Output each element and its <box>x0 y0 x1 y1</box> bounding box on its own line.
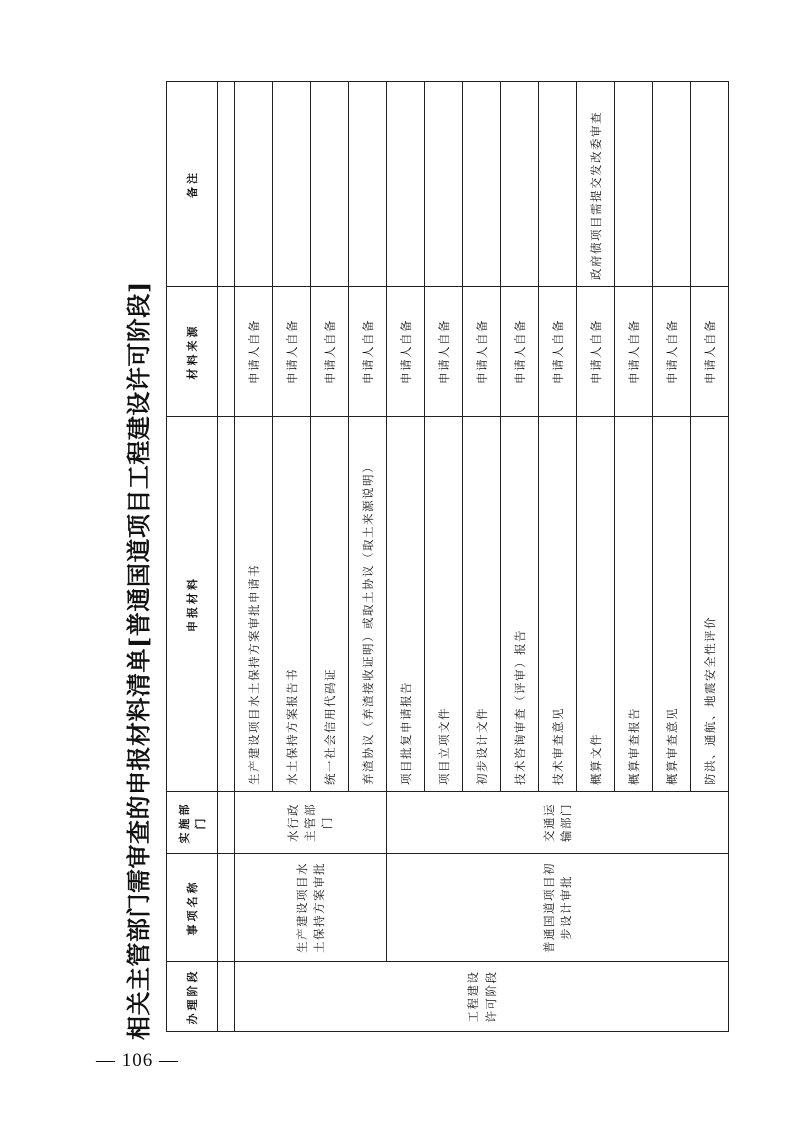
note-cell <box>387 82 425 287</box>
table-row <box>235 82 273 1032</box>
header-note: 备注 <box>167 82 218 287</box>
blank-cell <box>218 854 235 962</box>
stage-cell-top <box>218 962 235 1032</box>
dept-cell: 交通运输部门 <box>387 792 729 854</box>
note-cell <box>501 82 539 287</box>
source-cell: 申请人自备 <box>691 287 729 417</box>
note-cell <box>691 82 729 287</box>
blank-cell <box>218 792 235 854</box>
note-cell <box>235 82 273 287</box>
page-number: — 106 — <box>96 1050 179 1071</box>
table-row <box>218 82 235 1032</box>
material-cell: 概算审查意见 <box>653 417 691 792</box>
note-cell <box>273 82 311 287</box>
source-cell: 申请人自备 <box>273 287 311 417</box>
page-title: 相关主管部门需审查的申报材料清单[普通国道项目工程建设许可阶段] <box>124 281 153 1040</box>
header-dept: 实施部门 <box>167 792 218 854</box>
header-source: 材料来源 <box>167 287 218 417</box>
source-cell: 申请人自备 <box>387 287 425 417</box>
source-cell: 申请人自备 <box>615 287 653 417</box>
material-cell: 防洪、通航、地震安全性评价 <box>691 417 729 792</box>
materials-table-wrapper <box>166 82 717 1032</box>
note-cell <box>539 82 577 287</box>
header-material: 申报材料 <box>167 417 218 792</box>
item-name-cell: 生产建设项目水土保持方案审批 <box>235 854 387 962</box>
source-cell: 申请人自备 <box>235 287 273 417</box>
source-cell: 申请人自备 <box>349 287 387 417</box>
item-name-cell: 普通国道项目初步设计审批 <box>387 854 729 962</box>
materials-table <box>166 81 729 1032</box>
table-row <box>387 82 425 1032</box>
material-cell: 统一社会信用代码证 <box>311 417 349 792</box>
material-cell: 项目立项文件 <box>425 417 463 792</box>
material-cell: 概算审查报告 <box>615 417 653 792</box>
note-cell <box>653 82 691 287</box>
source-cell: 申请人自备 <box>577 287 615 417</box>
material-cell: 概算文件 <box>577 417 615 792</box>
material-cell: 初步设计文件 <box>463 417 501 792</box>
note-cell <box>463 82 501 287</box>
stage-cell: 工程建设许可阶段 <box>235 962 729 1032</box>
material-cell: 技术审查意见 <box>539 417 577 792</box>
note-cell <box>311 82 349 287</box>
source-cell: 申请人自备 <box>501 287 539 417</box>
note-cell <box>425 82 463 287</box>
source-cell: 申请人自备 <box>539 287 577 417</box>
dept-cell: 水行政主管部门 <box>235 792 387 854</box>
material-cell: 弃渣协议（弃渣接收证明）或取土协议（取土来源说明） <box>349 417 387 792</box>
material-cell: 生产建设项目水土保持方案审批申请书 <box>235 417 273 792</box>
source-cell: 申请人自备 <box>425 287 463 417</box>
blank-cell <box>218 417 235 792</box>
note-cell <box>349 82 387 287</box>
material-cell: 技术咨询审查（评审）报告 <box>501 417 539 792</box>
material-cell: 项目批复申请报告 <box>387 417 425 792</box>
blank-cell <box>218 82 235 287</box>
header-item: 事项名称 <box>167 854 218 962</box>
source-cell: 申请人自备 <box>311 287 349 417</box>
blank-cell <box>218 287 235 417</box>
table-header-row <box>167 82 218 1032</box>
source-cell: 申请人自备 <box>463 287 501 417</box>
source-cell: 申请人自备 <box>653 287 691 417</box>
header-stage: 办理阶段 <box>167 962 218 1032</box>
note-cell <box>615 82 653 287</box>
material-cell: 水土保持方案报告书 <box>273 417 311 792</box>
note-cell: 政府债项目需提交发改委审查 <box>577 82 615 287</box>
